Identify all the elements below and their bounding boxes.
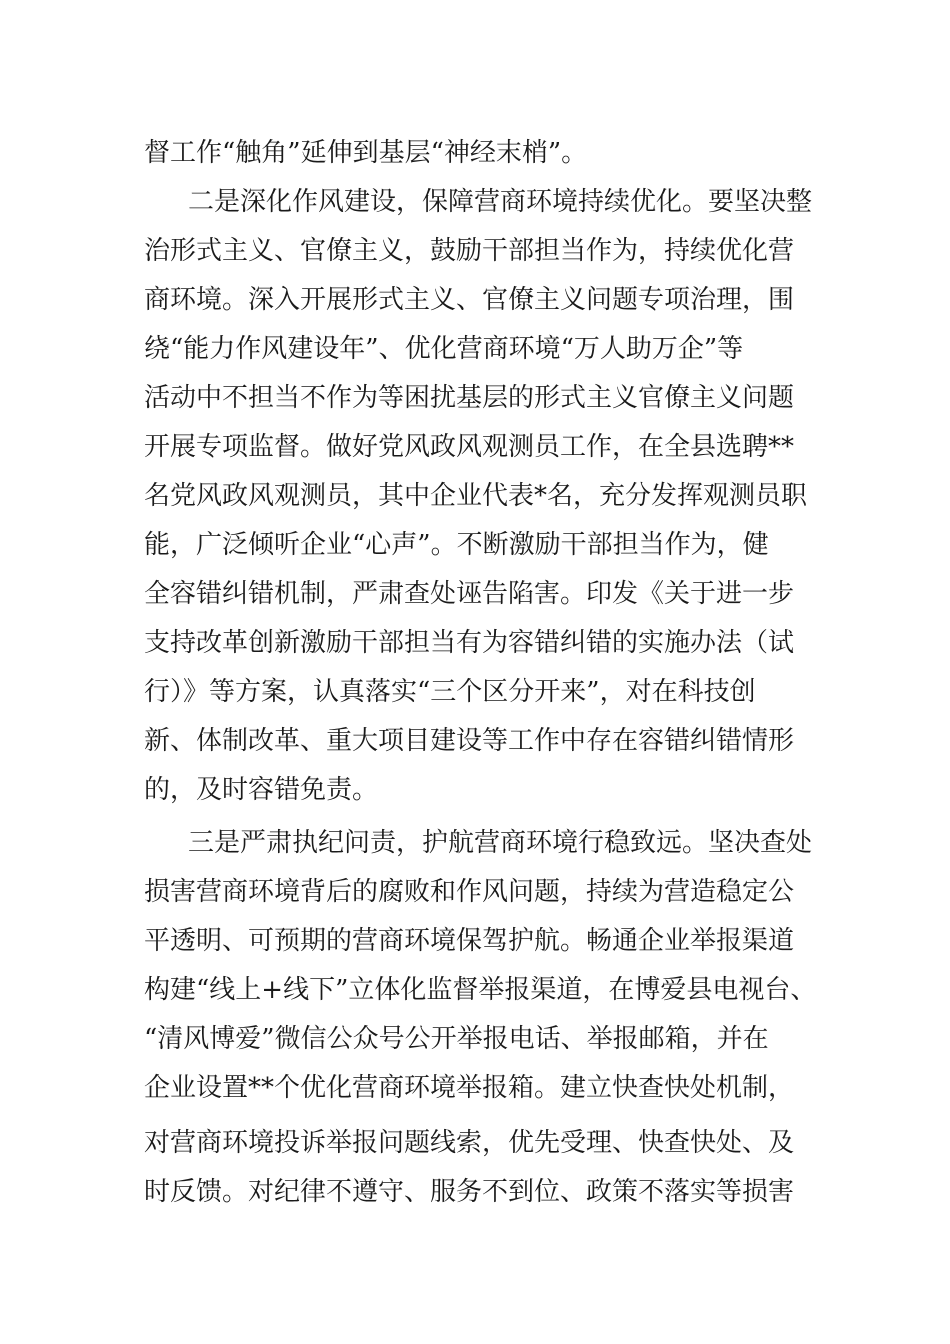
text-line: 构建“线上+线下”立体化监督举报渠道，在博爱县电视台、	[144, 975, 817, 1005]
text-line: 企业设置**个优化营商环境举报箱。建立快查快处机制，	[144, 1073, 795, 1103]
text-line: 支持改革创新激励干部担当有为容错纠错的实施办法（试	[144, 628, 795, 658]
text-line: “清风博爱”微信公众号公开举报电话、举报邮箱，并在	[144, 1024, 769, 1054]
text-line: 能，广泛倾听企业“心声”。不断激励干部担当作为，健	[144, 530, 769, 560]
text-line: 名党风政风观测员，其中企业代表*名，充分发挥观测员职	[144, 481, 808, 511]
text-line: 商环境。深入开展形式主义、官僚主义问题专项治理，围	[144, 285, 795, 315]
text-line: 时反馈。对纪律不遵守、服务不到位、政策不落实等损害	[144, 1177, 795, 1207]
text-line: 活动中不担当不作为等困扰基层的形式主义官僚主义问题	[144, 383, 795, 413]
text-line: 行）》等方案，认真落实“三个区分开来”，对在科技创	[144, 677, 756, 707]
text-line: 损害营商环境背后的腐败和作风问题，持续为营造稳定公	[144, 877, 795, 907]
text-line: 治形式主义、官僚主义，鼓励干部担当作为，持续优化营	[144, 236, 795, 266]
paragraph-3-first-line: 三是严肃执纪问责，护航营商环境行稳致远。坚决查处	[188, 828, 813, 858]
text-line: 的，及时容错免责。	[144, 775, 379, 805]
text-line: 绕“能力作风建设年”、优化营商环境“万人助万企”等	[144, 334, 744, 364]
text-line: 平透明、可预期的营商环境保驾护航。畅通企业举报渠道	[144, 926, 795, 956]
text-line: 全容错纠错机制，严肃查处诬告陷害。印发《关于进一步	[144, 579, 795, 609]
text-line: 对营商环境投诉举报问题线索，优先受理、快查快处、及	[144, 1128, 795, 1158]
text-line: 督工作“触角”延伸到基层“神经末梢”。	[144, 138, 588, 168]
paragraph-2-first-line: 二是深化作风建设，保障营商环境持续优化。要坚决整	[188, 187, 813, 217]
text-line: 开展专项监督。做好党风政风观测员工作，在全县选聘**	[144, 432, 795, 462]
text-line: 新、体制改革、重大项目建设等工作中存在容错纠错情形	[144, 726, 795, 756]
